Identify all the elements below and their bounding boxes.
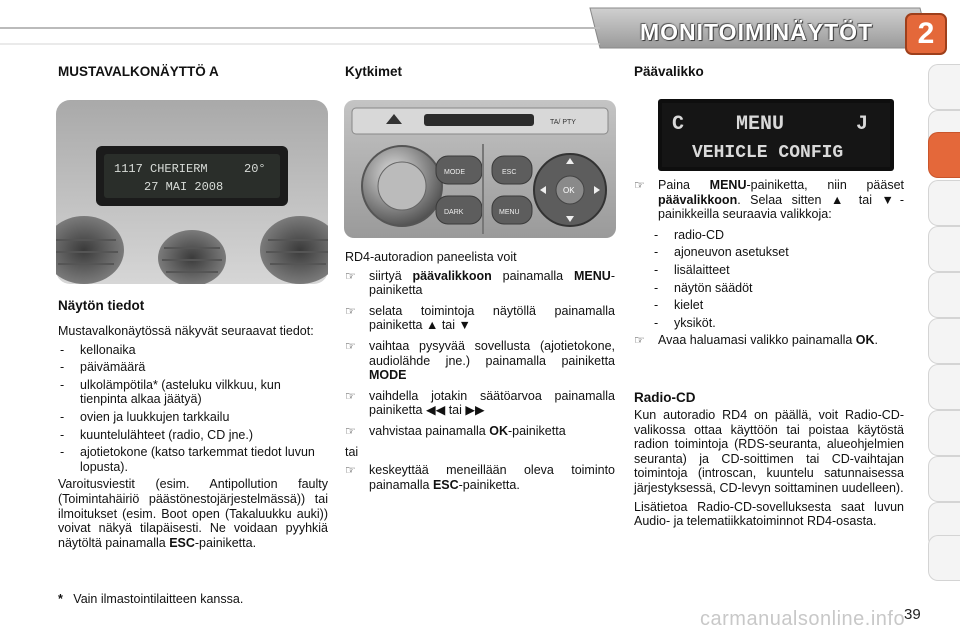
triangle-up-icon: ▲ [425,318,439,333]
display-info-text [58,324,328,554]
list-item: - päivämäärä [60,360,146,375]
triangle-up-icon: ▲ [830,192,850,207]
list-item: - radio-CD [654,227,725,242]
intro-text: RD4-autoradion paneelista voit [345,250,517,264]
radio-cd-text [634,408,904,533]
dashboard-display-photo [56,100,328,284]
list-item: - lisälaitteet [654,262,730,277]
main-menu-instructions [634,178,904,222]
chapter-tab[interactable] [928,64,960,110]
chapter-tab[interactable] [928,180,960,226]
list-item: ☞ vaihtaa pysyvää sovellusta (ajotietokone, audiolähde jne.) painamalla painiketta MODE [345,338,615,383]
display-time-text: 1117 CHERIERM [114,162,208,176]
chapter-tab[interactable] [928,535,960,581]
list-item: - ulkolämpötila* (asteluku vilkkuu, kun tienpinta alkaa jäätyä) [60,377,281,407]
subheading-radio-cd: Radio-CD [634,390,696,405]
list-item: - yksiköt. [654,315,716,330]
chapter-tab[interactable] [928,226,960,272]
pointing-hand-icon: ☞ [345,388,356,403]
chapter-tab[interactable] [928,364,960,410]
radio-cd-paragraph: Kun autoradio RD4 on päällä, voit Radio-CD-valikossa ottaa käyttöön tai poistaa käytöstä radion toimintoja (RDS-seuranta, alueohjelmien seuranta) ja CD-soittimen tai CD-vaihtajan toimintoja (introscan, kuuntelu satunnaisessa järjestyksessä, CD-levyn soittaminen uudelleen). [634,408,904,495]
double-left-icon: ◀◀ [425,403,446,418]
list-item: ☞ vahvistaa painamalla OK-painiketta [345,423,566,438]
display-temp-text: 20° [244,162,266,176]
pointing-hand-icon: ☞ [634,178,645,192]
pointing-hand-icon: ☞ [345,303,356,318]
subheading-display-info: Näytön tiedot [58,298,145,313]
radio-panel-photo [344,100,616,238]
list-item: ☞ siirtyä päävalikkoon painamalla MENU-painiketta [345,268,615,298]
intro-text: Mustavalkonäytössä näkyvät seuraavat tiedot: [58,324,314,338]
chapter-tabs [928,64,960,579]
list-item: - näytön säädöt [654,280,753,295]
screen-right-char: J [856,113,869,136]
section-heading-main-menu: Päävalikko [634,64,704,79]
pointing-hand-icon: ☞ [634,333,645,348]
screen-menu-text: MENU [736,113,785,136]
menu-items-list [652,228,904,331]
list-item: - ajoneuvon asetukset [654,245,789,260]
chapter-tab[interactable] [928,318,960,364]
chapter-number: 2 [917,17,935,50]
ok-button-label: OK [563,186,575,195]
list-item: ☞ Paina MENU-painiketta, niin pääset päävalikkoon. Selaa sitten ▲ tai ▼-painikkeilla seuraavia valikkoja: [634,178,904,222]
triangle-down-icon: ▼ [458,318,471,333]
list-item: - kellonaika [60,342,136,357]
pointing-hand-icon: ☞ [345,423,356,438]
dark-button-label: DARK [444,209,464,216]
main-menu-text [634,178,904,354]
chapter-tab[interactable] [928,272,960,318]
esc-button-label: ESC [502,169,517,176]
pointing-hand-icon: ☞ [345,338,356,353]
screen-left-char: C [672,113,685,136]
watermark: carmanualsonline.info [700,608,906,630]
menu-button-label: MENU [499,209,520,216]
footnote-star: * [58,592,63,606]
screen-vehicle-config-text: VEHICLE CONFIG [692,143,844,163]
main-menu-instructions-2 [634,333,904,348]
ta-pty-label: TA/ PTY [550,119,576,126]
list-item: - ajotietokone (katso tarkemmat tiedot luvun lopusta). [60,445,315,474]
footnote-text: Vain ilmastointilaitteen kanssa. [73,592,244,606]
footnote [58,592,243,606]
switches-text [345,250,615,498]
mode-button-label: MODE [444,169,465,176]
display-date-text: 27 MAI 2008 [144,180,224,194]
display-info-list [58,343,328,475]
page-header [0,0,960,56]
pointing-hand-icon: ☞ [345,463,356,478]
list-item: ☞ selata toimintoja näytöllä painamalla painiketta ▲ tai ▼ [345,303,615,333]
radio-cd-more-info: Lisätietoa Radio-CD-sovelluksesta saat luvun Audio- ja telematiikkatoiminnot RD4-osasta. [634,499,904,529]
page-title: MONITOIMINÄYTÖT [640,19,874,45]
switches-list-2 [345,463,615,492]
list-item: - kielet [654,298,704,313]
chapter-tab[interactable] [928,456,960,502]
chapter-tab[interactable] [928,410,960,456]
list-item: ☞ keskeyttää meneillään oleva toiminto painamalla ESC-painiketta. [345,463,615,492]
or-text: tai [345,444,359,459]
pointing-hand-icon: ☞ [345,268,356,283]
list-item: ☞ Avaa haluamasi valikko painamalla OK. [634,333,879,348]
section-heading-display-a: MUSTAVALKONÄYTTÖ A [58,64,219,79]
section-heading-switches: Kytkimet [345,64,403,79]
switches-list [345,269,615,439]
list-item: - kuuntelulähteet (radio, CD jne.) [60,427,254,442]
warning-paragraph: Varoitusviestit (esim. Antipollution faulty (Toimintahäiriö päästönestojärjestelmässä)) tai ilmoitukset (esim. Boot open (Takaluukku auki)) voivat näkyä tilapäisesti. Ne voidaan pyyhkiä näytöltä painamalla ESC-painiketta. [58,477,328,550]
list-item: ☞ vaihdella jotakin säätöarvoa painamalla painiketta ◀◀ tai ▶▶ [345,388,615,418]
page-number: 39 [904,606,921,623]
list-item: - ovien ja luukkujen tarkkailu [60,409,230,424]
chapter-tab-active[interactable] [928,132,960,178]
triangle-down-icon: ▼ [881,192,900,207]
menu-screen-photo [658,99,894,171]
double-right-icon: ▶▶ [465,403,485,418]
